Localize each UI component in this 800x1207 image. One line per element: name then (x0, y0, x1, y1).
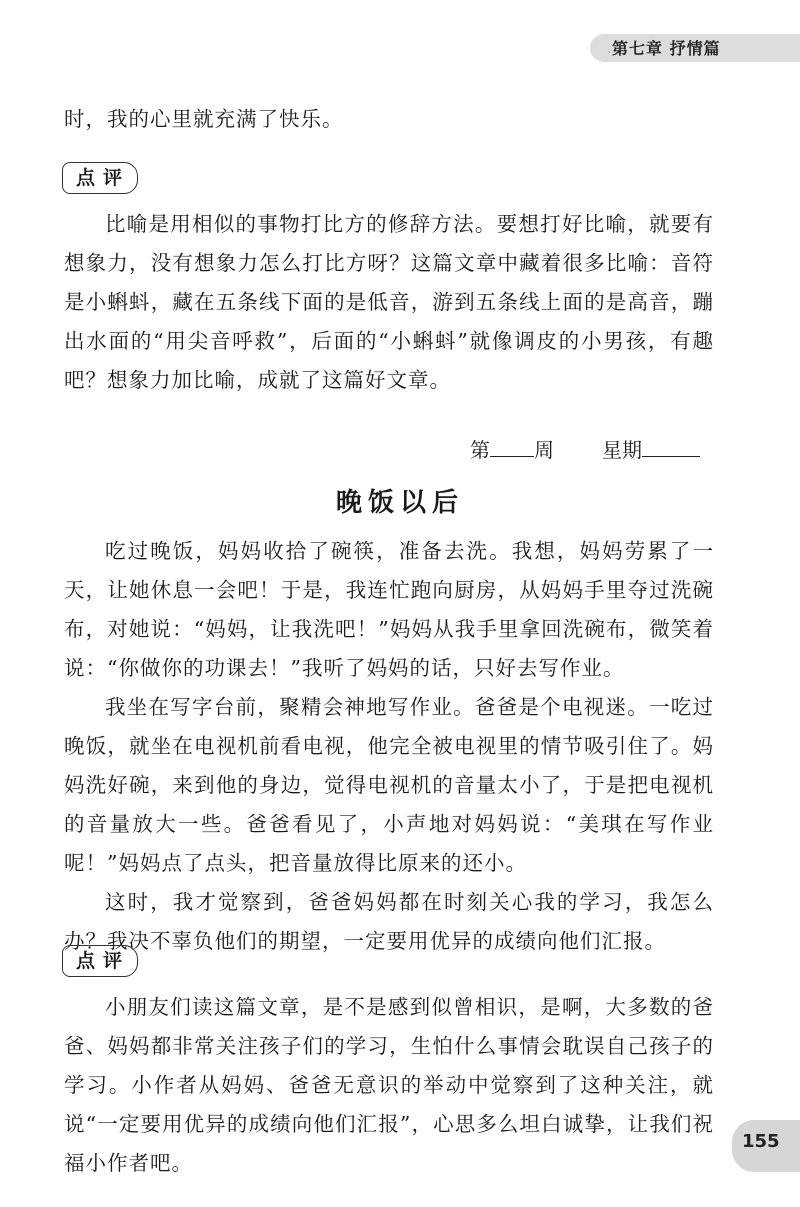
review-2-text: 小朋友们读这篇文章，是不是感到似曾相识，是啊，大多数的爸爸、妈妈都非常关注孩子们的学习，生怕什么事情会耽误自己孩子的学习。小作者从妈妈、爸爸无意识的举动中觉察到了这种关注，就说“一定要用优异的成绩向他们汇报”，心思多么坦白诚挚，让我们祝福小作者吧。 (64, 995, 714, 1175)
essay-body (64, 532, 714, 961)
week-line (470, 434, 730, 463)
review-badge-1: 点评 (62, 162, 138, 194)
essay-title: 晚饭以后 (335, 488, 464, 518)
closing-line: 时，我的心里就充满了快乐。 (64, 107, 344, 131)
week-blank (490, 440, 534, 457)
review-1 (64, 205, 714, 400)
weekday-blank (642, 440, 700, 457)
review-2 (64, 988, 714, 1183)
previous-essay-ending (64, 100, 714, 139)
essay-paragraph-2: 我坐在写字台前，聚精会神地写作业。爸爸是个电视迷。一吃过晚饭，就坐在电视机前看电视，他完全被电视里的情节吸引住了。妈妈洗好碗，来到他的身边，觉得电视机的音量太小了，于是把电视机的音量放大一些。爸爸看见了，小声地对妈妈说：“美琪在写作业呢！”妈妈点了点头，把音量放得比原来的还小。 (64, 695, 714, 875)
essay-paragraph-1: 吃过晚饭，妈妈收拾了碗筷，准备去洗。我想，妈妈劳累了一天，让她休息一会吧！于是，我连忙跑向厨房，从妈妈手里夺过洗碗布，对她说：“妈妈，让我洗吧！”妈妈从我手里拿回洗碗布，微笑着说：“你做你的功课去！”我听了妈妈的话，只好去写作业。 (64, 539, 714, 680)
week-prefix: 第 (470, 438, 490, 462)
review-1-text: 比喻是用相似的事物打比方的修辞方法。要想打好比喻，就要有想象力，没有想象力怎么打比方呀？这篇文章中藏着很多比喻：音符是小蝌蚪，藏在五条线下面的是低音，游到五条线上面的是高音，蹦出水面的“用尖音呼救”，后面的“小蝌蚪”就像调皮的小男孩，有趣吧？想象力加比喻，成就了这篇好文章。 (64, 212, 714, 392)
essay-paragraph-3: 这时，我才觉察到，爸爸妈妈都在时刻关心我的学习，我怎么办？我决不辜负他们的期望，一定要用优异的成绩向他们汇报。 (64, 890, 714, 953)
page-number: 155 (742, 1131, 780, 1152)
week-suffix: 周 (534, 438, 554, 462)
review-badge-2: 点评 (62, 945, 138, 977)
weekday-label: 星期 (602, 438, 642, 462)
chapter-header: 第七章 抒情篇 (612, 39, 721, 58)
